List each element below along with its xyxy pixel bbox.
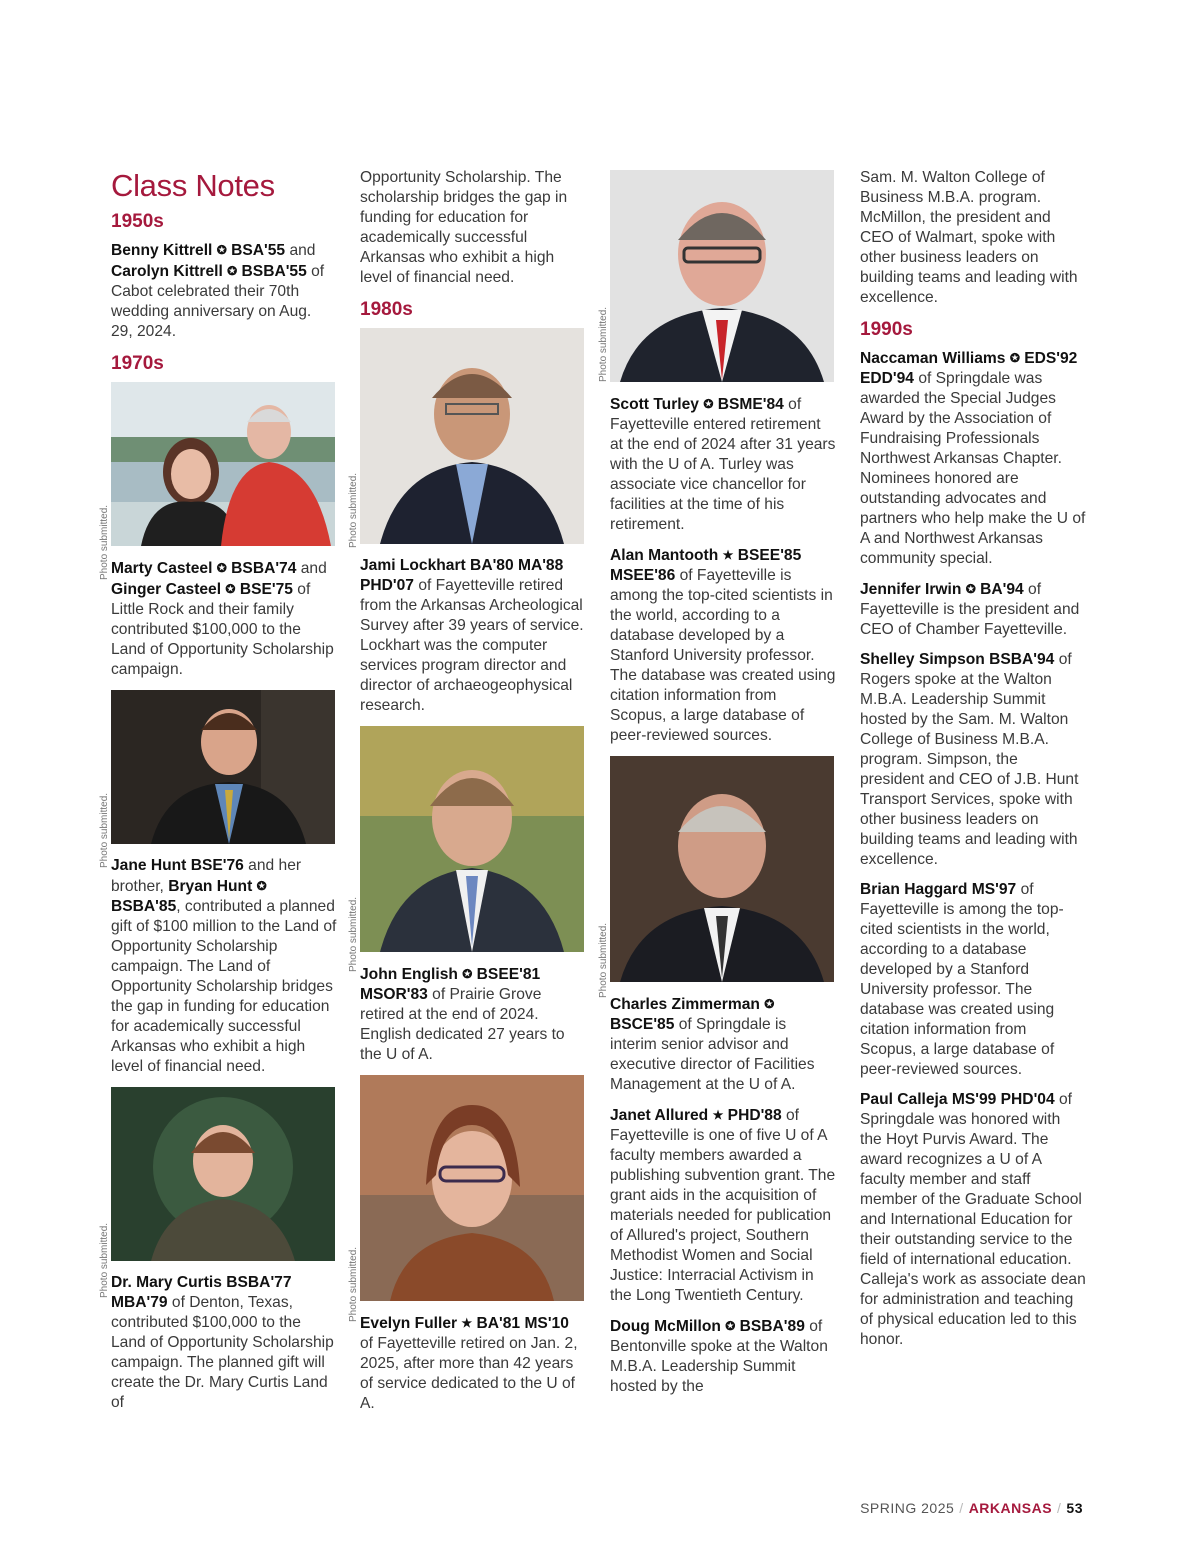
- circled-star-icon: ✪: [725, 1319, 736, 1333]
- decade-heading-1950s: 1950s: [111, 211, 164, 232]
- note-text: of Springdale was honored with the Hoyt Purvis Award. The award recognizes a U of A faculty member and staff member of the Graduate School and International Education for their outstanding service to the field of international education. Calleja's work as associate dean for administration and teaching of physical education led to this honor.: [860, 1091, 1086, 1348]
- note-curtis: [111, 1273, 337, 1413]
- circled-star-icon: ✪: [462, 967, 473, 981]
- person-name: Alan Mantooth: [610, 547, 719, 564]
- degree: BSE'75: [239, 581, 293, 598]
- photo-credit: Photo submitted.: [348, 1246, 359, 1322]
- photo-credit: Photo submitted.: [99, 504, 110, 580]
- photo-credit: Photo submitted.: [348, 896, 359, 972]
- person-name: Jami Lockhart BA'80 MA'88 PHD'07: [360, 557, 564, 594]
- decade-heading-1980s: 1980s: [360, 299, 413, 320]
- photo-lockhart: [360, 328, 584, 544]
- note-text: of Prairie Grove retired at the end of 2024. English dedicated 27 years to the U of A.: [360, 986, 565, 1063]
- note-turley: [610, 394, 836, 535]
- note-calleja: [860, 1090, 1086, 1350]
- footer-separator: /: [959, 1500, 964, 1516]
- note-williams: [860, 348, 1086, 569]
- photo-credit: Photo submitted.: [99, 792, 110, 868]
- person-name: Doug McMillon: [610, 1318, 721, 1335]
- person-name: Marty Casteel: [111, 560, 213, 577]
- photo-casteel: [111, 382, 335, 546]
- degree: BSME'84: [717, 396, 784, 413]
- photo-image: [360, 726, 584, 952]
- note-text: of Fayetteville retired on Jan. 2, 2025, after more than 42 years of service dedicated to the U of A.: [360, 1335, 578, 1412]
- star-icon: ★: [712, 1108, 724, 1122]
- degree: BSEE'81 MSOR'83: [360, 966, 541, 1003]
- photo-credit: Photo submitted.: [598, 306, 609, 382]
- circled-star-icon: ✪: [1009, 351, 1020, 365]
- decade-heading-1970s: 1970s: [111, 353, 164, 374]
- person-name: Carolyn Kittrell: [111, 263, 223, 280]
- note-kittrell: [111, 240, 337, 342]
- note-text: of Bentonville spoke at the Walton M.B.A. Leadership Summit hosted by the: [610, 1318, 828, 1395]
- photo-image: [610, 756, 834, 982]
- photo-credit: Photo submitted.: [99, 1222, 110, 1298]
- photo-image: [360, 328, 584, 544]
- note-curtis-continued: [360, 168, 586, 288]
- note-fuller: [360, 1313, 586, 1414]
- degree: BA'94: [980, 581, 1024, 598]
- person-name: Brian Haggard MS'97: [860, 881, 1017, 898]
- person-name: Evelyn Fuller: [360, 1315, 458, 1332]
- note-hunt: [111, 856, 337, 1077]
- note-text: of Fayetteville entered retirement at the end of 2024 after 31 years with the U of A. Turley was associate vice chancellor for facilities at the time of his retirement.: [610, 396, 836, 533]
- degree: BSBA'55: [241, 263, 307, 280]
- issue-season: SPRING 2025: [860, 1500, 955, 1516]
- magazine-name: ARKANSAS: [968, 1500, 1053, 1516]
- note-text: of Springdale is interim senior advisor and executive director of Facilities Management at the U of A.: [610, 1016, 815, 1093]
- note-mcmillon-continued: [860, 168, 1086, 308]
- circled-star-icon: ✪: [227, 264, 238, 278]
- circled-star-icon: ✪: [225, 582, 236, 596]
- column-3: [610, 168, 836, 1407]
- column-2: [360, 168, 586, 1424]
- note-haggard: [860, 880, 1086, 1080]
- person-name: Charles Zimmerman: [610, 996, 760, 1013]
- column-1: [111, 168, 337, 1423]
- note-english: [360, 964, 586, 1065]
- person-name: Benny Kittrell: [111, 242, 213, 259]
- note-irwin: [860, 579, 1086, 640]
- photo-curtis: [111, 1087, 335, 1261]
- note-text: Sam. M. Walton College of Business M.B.A. program. McMillon, the president and CEO of Walmart, spoke with other business leaders on building teams and leading with excellence.: [860, 169, 1078, 306]
- degree: BSBA'89: [739, 1318, 805, 1335]
- photo-hunt: [111, 690, 335, 844]
- circled-star-icon: ✪: [216, 561, 227, 575]
- photo-fuller: [360, 1075, 584, 1301]
- photo-image: [111, 1087, 335, 1261]
- note-text: of Fayetteville retired from the Arkansas Archeological Survey after 39 years of service. Lockhart was the computer services program director and director of archaeogeophysical research.: [360, 577, 584, 714]
- note-text: of Rogers spoke at the Walton M.B.A. Leadership Summit hosted by the Sam. M. Walton College of Business M.B.A. program. Simpson, the president and CEO of J.B. Hunt Transport Services, spoke with other business leaders on building teams and leading with excellence.: [860, 651, 1079, 868]
- note-text: , contributed a planned gift of $100 million to the Land of Opportunity Scholarship campaign. The Land of Opportunity Scholarship bridges the gap in funding for education for academically successful Arkansas who exhibit a high level of financial need.: [111, 898, 337, 1075]
- person-name: Dr. Mary Curtis BSBA'77 MBA'79: [111, 1274, 292, 1311]
- note-casteel: [111, 558, 337, 680]
- circled-star-icon: ✪: [703, 397, 714, 411]
- photo-zimmerman: [610, 756, 834, 982]
- note-text: of Denton, Texas, contributed $100,000 to the Land of Opportunity Scholarship campaign. The planned gift will create the Dr. Mary Curtis Land of: [111, 1294, 334, 1411]
- note-allured: [610, 1105, 836, 1306]
- star-icon: ★: [461, 1316, 473, 1330]
- degree: BSEE'85 MSEE'86: [610, 547, 802, 584]
- degree: BSA'55: [231, 242, 286, 259]
- photo-credit: Photo submitted.: [348, 472, 359, 548]
- circled-star-icon: ✪: [965, 582, 976, 596]
- note-text: Opportunity Scholarship. The scholarship bridges the gap in funding for education for academically successful Arkansas who exhibit a high level of financial need.: [360, 169, 568, 286]
- person-name: Janet Allured: [610, 1107, 709, 1124]
- degree: BSBA'85: [111, 898, 177, 915]
- page-footer: [860, 1500, 1083, 1516]
- person-name: Scott Turley: [610, 396, 699, 413]
- note-text: of Fayetteville is among the top-cited scientists in the world, according to a database developed by a Stanford University professor. The database was created using citation information from Scopus, a large database of peer-reviewed sources.: [610, 567, 836, 744]
- person-name: John English: [360, 966, 458, 983]
- note-mcmillon: [610, 1316, 836, 1397]
- decade-heading-1990s: 1990s: [860, 319, 913, 340]
- photo-image: [111, 690, 335, 844]
- note-zimmerman: [610, 994, 836, 1095]
- star-icon: ★: [722, 548, 734, 562]
- degree: PHD'88: [727, 1107, 782, 1124]
- circled-star-icon: ✪: [216, 243, 227, 257]
- person-name: Jane Hunt BSE'76: [111, 857, 244, 874]
- photo-image: [610, 170, 834, 382]
- degree: EDS'92 EDD'94: [860, 350, 1078, 387]
- note-text: of Little Rock and their family contributed $100,000 to the Land of Opportunity Scholarship campaign.: [111, 581, 334, 678]
- person-name: Jennifer Irwin: [860, 581, 962, 598]
- note-text: and: [296, 560, 327, 577]
- photo-turley: [610, 170, 834, 382]
- degree: BSCE'85: [610, 1016, 675, 1033]
- note-lockhart: [360, 556, 586, 716]
- note-text: of Fayetteville is among the top-cited scientists in the world, according to a database developed by a Stanford University professor. The database was created using citation information from Scopus, a large database of peer-reviewed sources.: [860, 881, 1064, 1078]
- note-text: and her brother,: [111, 857, 302, 895]
- circled-star-icon: ✪: [256, 879, 267, 893]
- photo-image: [111, 382, 335, 546]
- page-title: Class Notes: [111, 168, 275, 203]
- note-text: and: [285, 242, 316, 259]
- footer-separator: /: [1057, 1500, 1062, 1516]
- person-name: Ginger Casteel: [111, 581, 222, 598]
- degree: BA'81 MS'10: [476, 1315, 569, 1332]
- note-text: of Cabot celebrated their 70th wedding anniversary on Aug. 29, 2024.: [111, 263, 325, 340]
- photo-image: [360, 1075, 584, 1301]
- person-name: Bryan Hunt: [168, 878, 253, 895]
- person-name: Shelley Simpson BSBA'94: [860, 651, 1055, 668]
- circled-star-icon: ✪: [764, 997, 775, 1011]
- note-text: of Springdale was awarded the Special Judges Award by the Association of Fundraising Professionals Northwest Arkansas Chapter. Nominees honored are outstanding advocates and partners who help make the U of A and Northwest Arkansas community special.: [860, 370, 1086, 567]
- note-mantooth: [610, 545, 836, 746]
- photo-credit: Photo submitted.: [598, 922, 609, 998]
- page-number: 53: [1066, 1500, 1083, 1516]
- note-simpson: [860, 650, 1086, 870]
- person-name: Paul Calleja MS'99 PHD'04: [860, 1091, 1055, 1108]
- photo-english: [360, 726, 584, 952]
- column-4: [860, 168, 1086, 1360]
- note-text: of Fayetteville is the president and CEO of Chamber Fayetteville.: [860, 581, 1080, 638]
- person-name: Naccaman Williams: [860, 350, 1006, 367]
- degree: BSBA'74: [231, 560, 297, 577]
- note-text: of Fayetteville is one of five U of A faculty members awarded a publishing subvention grant. The grant aids in the acquisition of materials needed for publication of Allured's project, Southern Methodist Women and Social Justice: Interracial Activism in the Long Twentieth Century.: [610, 1107, 836, 1304]
